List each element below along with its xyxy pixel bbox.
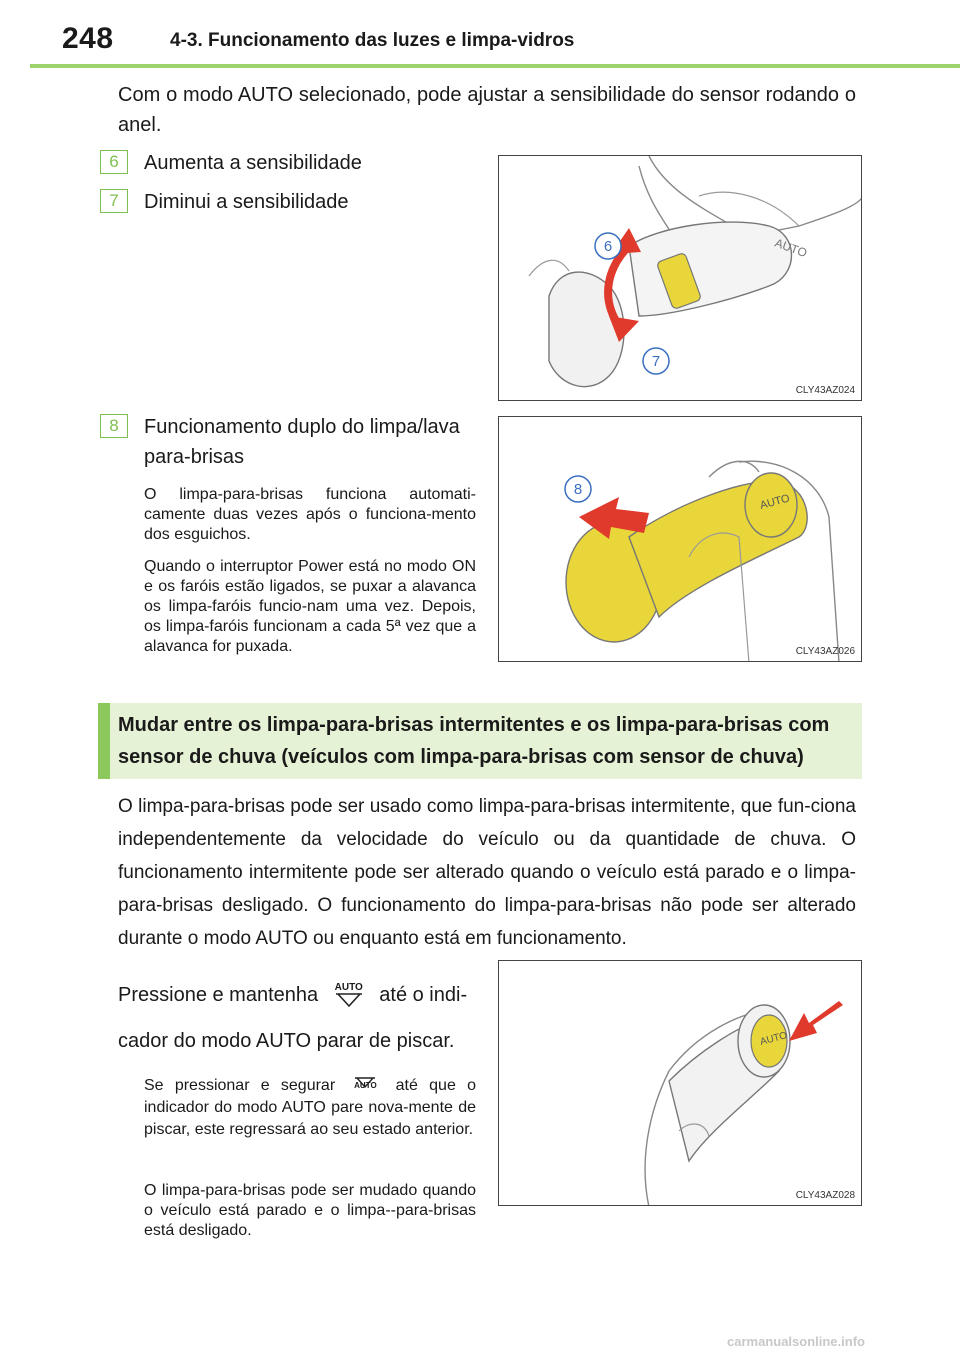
svg-text:AUTO: AUTO xyxy=(772,235,809,261)
watermark: carmanualsonline.info xyxy=(727,1334,865,1349)
wiper-auto-icon xyxy=(324,981,374,1011)
section-title: 4-3. Funcionamento das luzes e limpa-vidros xyxy=(170,30,575,51)
banner-title: Mudar entre os limpa-para-brisas intermitentes e os limpa-para-brisas com sensor de chuva (veículos com limpa-para-brisas com sensor de chuva) xyxy=(118,714,830,768)
item-8-note-2: Quando o interruptor Power está no modo ON e os faróis estão ligados, se puxar a alavanca os limpa-faróis funcio-nam uma vez. Depois, os limpa-faróis funcionam a cada 5ª vez que a alavanca for puxada. xyxy=(144,558,476,655)
press-instruction xyxy=(118,972,478,1064)
page-number: 248 xyxy=(62,22,114,55)
figure-sensitivity-ring xyxy=(498,155,862,401)
body-paragraph: O limpa-para-brisas pode ser usado como limpa-para-brisas intermitente, que fun-ciona independentemente da velocidade do veículo ou da quantidade de chuva. O funcionamento intermitente pode ser alterado quando o veículo está parado e o limpa-para-brisas desligado. O funcionamento do limpa-para-brisas não pode ser alterado durante o modo AUTO ou enquanto está em funcionamento. xyxy=(118,796,856,949)
callout-7-icon xyxy=(641,346,671,376)
item-8-label: Funcionamento duplo do limpa/lava para-brisas xyxy=(144,416,460,468)
section-banner xyxy=(98,703,862,779)
figure-code: CLY43AZ024 xyxy=(795,385,855,396)
item-8-note-1: O limpa-para-brisas funciona automati-camente duas vezes após o funciona-mento dos esguichos. xyxy=(144,486,476,543)
page-header xyxy=(0,0,960,70)
wiper-auto-icon xyxy=(346,1075,384,1097)
wiper-stalk-pull-illustration xyxy=(499,417,862,662)
badge-6: 6 xyxy=(100,150,128,174)
figure-double-wash xyxy=(498,416,862,662)
svg-text:AUTO: AUTO xyxy=(758,492,792,512)
figure-auto-button xyxy=(498,960,862,1206)
press-note-1-after: até que o indicador do modo AUTO pare nova-mente de piscar, este regressará ao seu estado anterior. xyxy=(144,1077,476,1139)
press-note-1 xyxy=(144,1075,476,1141)
wiper-stalk-ring-illustration xyxy=(499,156,862,401)
press-before: Pressione e mantenha xyxy=(118,984,319,1006)
badge-7: 7 xyxy=(100,189,128,213)
svg-text:AUTO: AUTO xyxy=(758,1030,789,1048)
auto-icon-label: AUTO xyxy=(354,1081,377,1090)
press-note-2: O limpa-para-brisas pode ser mudado quando o veículo está parado e o limpa--para-brisas está desligado. xyxy=(144,1182,476,1239)
callout-8-label: 8 xyxy=(573,481,583,498)
item-7-label: Diminui a sensibilidade xyxy=(144,191,349,213)
wiper-auto-button-illustration xyxy=(499,961,862,1206)
figure-code: CLY43AZ026 xyxy=(795,646,855,657)
press-note-1-before: Se pressionar e segurar xyxy=(144,1077,336,1095)
header-rule xyxy=(30,64,960,68)
banner-accent-bar xyxy=(98,703,110,779)
intro-paragraph: Com o modo AUTO selecionado, pode ajustar a sensibilidade do sensor rodando o anel. xyxy=(118,84,856,136)
auto-icon-label: AUTO xyxy=(334,981,363,993)
figure-code: CLY43AZ028 xyxy=(795,1190,855,1201)
callout-8-icon xyxy=(563,474,593,504)
callout-6-label: 6 xyxy=(603,238,613,255)
callout-7-label: 7 xyxy=(651,353,661,370)
badge-8: 8 xyxy=(100,414,128,438)
press-after: até o indi-cador do modo AUTO parar de piscar. xyxy=(118,984,468,1052)
item-6-label: Aumenta a sensibilidade xyxy=(144,152,362,174)
callout-6-icon xyxy=(593,231,623,261)
